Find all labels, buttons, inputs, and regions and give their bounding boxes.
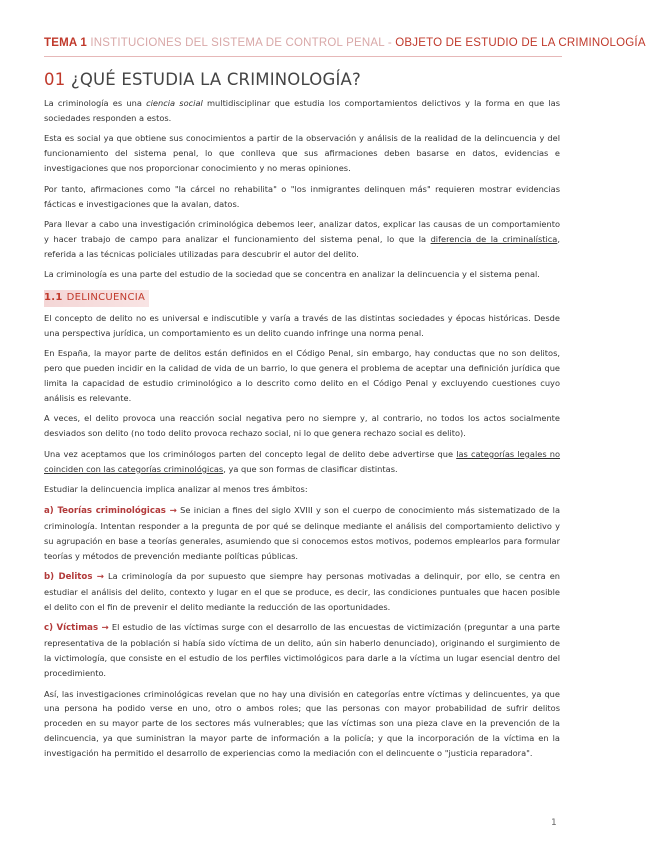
- running-header: [44, 37, 646, 49]
- ambito-teorias: [44, 503, 560, 564]
- ambito-victimas-label: c) Víctimas →: [44, 623, 109, 634]
- delincuencia-p4-text-c: , ya que son formas de clasificar distintas.: [223, 463, 398, 474]
- delincuencia-paragraph-4: [44, 447, 560, 477]
- ambito-victimas-text: El estudio de las víctimas surge con el desarrollo de las encuestas de victimización (preguntar a una parte representativa de la población si había sido víctima de un delito, aún sin haberlo denunciado), originando el surgimiento de la victimología, que consiste en el estudio de los perfiles victimológicos para darle a la víctima un lugar esencial dentro del procedimiento.: [44, 622, 560, 679]
- page-number: 1: [551, 818, 557, 828]
- section-heading: [44, 290, 149, 307]
- intro-p1-text-a: La criminología es una: [44, 98, 147, 108]
- intro-paragraph-5: La criminología es una parte del estudio de la sociedad que se concentra en analizar la delincuencia y el sistema penal.: [44, 269, 540, 280]
- header-separator: -: [387, 37, 392, 49]
- header-tema-label: TEMA 1: [44, 37, 87, 49]
- header-rule: [44, 56, 562, 57]
- title-text: ¿QUÉ ESTUDIA LA CRIMINOLOGÍA?: [70, 70, 361, 89]
- intro-p1-text-c: multidisciplinar que estudia los comportamientos delictivos y la forma en que las sociedades responden a estos.: [44, 98, 560, 123]
- page-title: [44, 70, 361, 89]
- delincuencia-paragraph-5: Estudiar la delincuencia implica analizar al menos tres ámbitos:: [44, 484, 308, 495]
- ambito-delitos: [44, 569, 560, 615]
- title-number: 01: [44, 70, 66, 89]
- ambito-teorias-label: a) Teorías criminológicas →: [44, 505, 177, 516]
- intro-p4-text-a: Para llevar a cabo una investigación criminológica debemos leer, analizar datos, explicar las causas de un comportamiento y hacer trabajo de campo para analizar el funcionamiento del sistema penal, lo que la: [44, 219, 560, 245]
- delincuencia-paragraph-1: El concepto de delito no es universal e indiscutible y varía a través de las distintas sociedades y épocas históricas. Desde una perspectiva jurídica, un comportamiento es un delito cuando infringe una norma penal.: [44, 312, 560, 338]
- ambito-delitos-label: b) Delitos →: [44, 572, 105, 582]
- ambito-teorias-text: Se inician a fines del siglo XVIII y son el cuerpo de conocimiento más sistematizado de la criminología. Intentan responder a la pregunta de por qué se delinque mediante el análisis del comportamiento delictivo y su agrupación en base a teorías generales, asumiendo que si conocemos estos motivos, podemos emplearlos para formular teorías y métodos de prevención mediante políticas públicas.: [44, 504, 560, 561]
- delincuencia-paragraph-3: A veces, el delito provoca una reacción social negativa pero no siempre y, al contrario, no todos los actos socialmente desviados son delito (no todo delito provoca rechazo social, ni lo que genera rechazo social es delito).: [44, 413, 560, 439]
- header-topic: OBJETO DE ESTUDIO DE LA CRIMINOLOGÍA: [395, 37, 646, 49]
- ambito-victimas: [44, 620, 560, 681]
- body-content: [44, 96, 560, 767]
- delincuencia-paragraph-2: En España, la mayor parte de delitos están definidos en el Código Penal, sin embargo, hay conductas que no son delitos, pero que pueden incidir en la calidad de vida de un barrio, lo que genera el problema de aceptar una definición jurídica que limita la capacidad de estudio criminológico a lo descrito como delito en el Código Penal y excluyendo cuestiones cuyo análisis es relevante.: [44, 348, 560, 403]
- closing-paragraph: Así, las investigaciones criminológicas revelan que no hay una división en categorías entre víctimas y delincuentes, ya que una persona ha podido verse en uno, otro o ambos roles; que las personas con mayor probabilidad de sufrir delitos proceden en su mayor parte de los sectores más vulnerables; que las víctimas son una pieza clave en la prevención de la delincuencia, ya que suministran la mayor parte de información a la policía; y que la incorporación de la víctima en la investigación ha permitido el desarrollo de experiencias como la mediación con el delincuente o "justicia reparadora".: [44, 688, 560, 759]
- intro-paragraph-3: Por tanto, afirmaciones como "la cárcel no rehabilita" o "los inmigrantes delinquen más" requieren mostrar evidencias fácticas e investigaciones que la avalan, datos.: [44, 183, 560, 209]
- section-number: 1.1: [44, 291, 63, 303]
- intro-paragraph-1: [44, 96, 560, 126]
- intro-p1-emphasis: ciencia social: [146, 98, 203, 108]
- delincuencia-p4-text-a: Una vez aceptamos que los criminólogos parten del concepto legal de delito debe advertirse que: [44, 448, 457, 459]
- header-tema-title: INSTITUCIONES DEL SISTEMA DE CONTROL PENAL: [90, 37, 385, 49]
- ambito-delitos-text: La criminología da por supuesto que siempre hay personas motivadas a delinquir, por ello, se centra en estudiar el análisis del delito, contexto y lugar en el que se produce, es decir, las condiciones puntuales que hacen posible el delito con el fin de prevenir el delito mediante la reducción de las oportunidades.: [44, 571, 560, 612]
- delincuencia-p4-underline: las categorías legales no coinciden con las categorías criminológicas: [44, 448, 561, 474]
- intro-p4-text-c: , referida a las técnicas policiales utilizadas para descubrir el autor del delito.: [44, 234, 560, 259]
- section-title: DELINCUENCIA: [66, 291, 146, 303]
- intro-paragraph-4: [44, 217, 560, 262]
- intro-p4-underline: diferencia de la criminalística: [430, 234, 558, 245]
- intro-paragraph-2: Esta es social ya que obtiene sus conocimientos a partir de la observación y análisis de la realidad de la delincuencia y del funcionamiento del sistema penal, lo que conlleva que sus afirmaciones deben basarse en datos, evidencias e investigaciones que nos proporcionar conocimiento y no meras opiniones.: [44, 133, 560, 174]
